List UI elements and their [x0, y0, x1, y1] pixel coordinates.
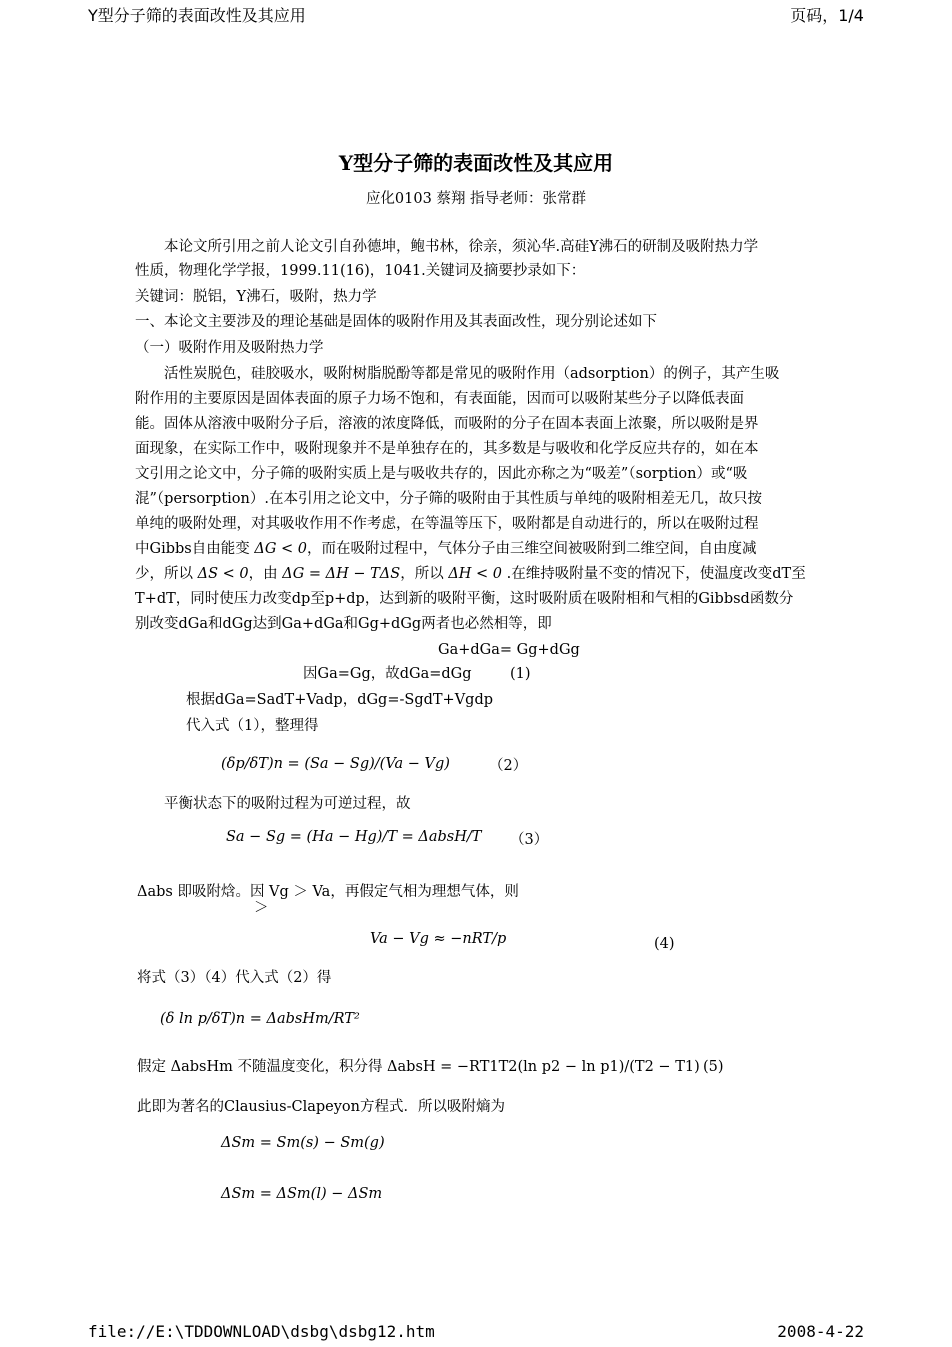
equation: Sa − Sg = (Ha − Hg)/T = ΔabsH/T: [226, 829, 482, 845]
equation: Va − Vg ≈ −nRT/p: [370, 931, 507, 947]
text-run: 中Gibbs自由能变: [135, 541, 255, 557]
page-number: 页码，1/4: [790, 6, 864, 25]
inline-formula: ΔG = ΔH − TΔS: [282, 566, 401, 582]
text-run: .在维持吸附量不变的情况下，使温度改变dT至: [502, 566, 806, 582]
paragraph-line: 单纯的吸附处理，对其吸收作用不作考虑，在等温等压下，吸附都是自动进行的，所以在吸附过程: [135, 516, 759, 532]
equation: (δp/δT)n = (Sa − Sg)/(Va − Vg): [221, 756, 450, 772]
paragraph-line: 平衡状态下的吸附过程为可逆过程，故: [135, 796, 411, 812]
paragraph-line: Δabs 即吸附焓。因 Vg ＞ Va，再假定气相为理想气体，则: [137, 884, 519, 900]
author-line: 应化0103 蔡翔 指导老师：张常群: [365, 191, 587, 207]
paragraph-line: T+dT，同时使压力改变dp至p+dp，达到新的吸附平衡，这时吸附质在吸附相和气相的Gibbsd函数分: [135, 591, 794, 607]
paragraph-line: 面现象，在实际工作中，吸附现象并不是单独存在的，其多数是与吸收和化学反应共存的，如在本: [135, 441, 759, 457]
text-run: ，而在吸附过程中，气体分子由三维空间被吸附到二维空间，自由度减: [307, 541, 757, 557]
relation-symbol: ＞: [254, 900, 269, 916]
paragraph-line: 混”（persorption）.在本引用之论文中，分子筛的吸附由于其性质与单纯的吸附相差无几，故只按: [135, 491, 762, 507]
paragraph-line: 性质，物理化学学报，1999.11(16)，1041.关键词及摘要抄录如下：: [135, 263, 586, 279]
print-date: 2008-4-22: [777, 1322, 864, 1341]
paragraph-line: 能。固体从溶液中吸附分子后，溶液的浓度降低，而吸附的分子在固本表面上浓聚，所以吸附是界: [135, 416, 759, 432]
equation: (δ ln p/δT)n = ΔabsHm/RT²: [160, 1011, 360, 1027]
paragraph-line: [135, 564, 806, 584]
paragraph-line: 附作用的主要原因是固体表面的原子力场不饱和，有表面能，因而可以吸附某些分子以降低表面: [135, 391, 744, 407]
paragraph-line: 代入式（1），整理得: [186, 718, 319, 734]
text-run: ，由: [248, 566, 283, 582]
paragraph-line: 假定 ΔabsHm 不随温度变化，积分得 ΔabsH = −RT1T2(ln p2 − ln p1)/(T2 − T1): [137, 1059, 700, 1075]
subsection-heading: （一）吸附作用及吸附热力学: [135, 340, 324, 356]
equation-number: （3）: [510, 832, 549, 848]
section-heading: 一、本论文主要涉及的理论基础是固体的吸附作用及其表面改性，现分别论述如下: [135, 314, 657, 330]
text-run: ，所以: [400, 566, 449, 582]
equation-number: (4): [654, 936, 675, 952]
equation-number: （2）: [489, 758, 528, 774]
paragraph-line: [135, 539, 757, 559]
keywords-line: 关键词：脱铝，Y沸石，吸附，热力学: [135, 289, 377, 305]
paragraph-line: 此即为著名的Clausius-Clapeyon方程式．所以吸附熵为: [137, 1099, 505, 1115]
running-header-title: Y型分子筛的表面改性及其应用: [88, 6, 306, 25]
equation: 根据dGa=SadT+Vadp，dGg=-SgdT+Vgdp: [186, 692, 494, 708]
source-file-path: file://E:\TDDOWNLOAD\dsbg\dsbg12.htm: [88, 1322, 435, 1341]
equation: ΔSm = ΔSm(l) − ΔSm: [221, 1186, 383, 1202]
paragraph-line: 文引用之论文中，分子筛的吸附实质上是与吸收共存的，因此亦称之为“吸差”（sorption）或“吸: [135, 466, 748, 482]
equation-number: (1): [510, 666, 531, 682]
paragraph-line: 别改变dGa和dGg达到Ga+dGa和Gg+dGg两者也必然相等，即: [135, 616, 552, 632]
inline-formula: ΔH < 0: [448, 566, 503, 582]
inline-formula: ΔG < 0: [254, 541, 307, 557]
paragraph-line: 活性炭脱色，硅胶吸水，吸附树脂脱酚等都是常见的吸附作用（adsorption）的例子，其产生吸: [135, 366, 780, 382]
paragraph-line: 将式（3）（4）代入式（2）得: [137, 970, 332, 986]
equation: Ga+dGa= Gg+dGg: [438, 642, 580, 658]
inline-formula: ΔS < 0: [197, 566, 249, 582]
document-title: Y型分子筛的表面改性及其应用: [338, 151, 614, 175]
equation: 因Ga=Gg，故dGa=dGg: [303, 666, 472, 682]
text-run: 少，所以: [135, 566, 198, 582]
equation: ΔSm = Sm(s) − Sm(g): [221, 1135, 385, 1151]
equation-number: (5): [703, 1059, 724, 1075]
paragraph-line: 本论文所引用之前人论文引自孙德坤，鲍书林，徐亲，须沁华.高硅Y沸石的研制及吸附热力学: [135, 239, 759, 255]
